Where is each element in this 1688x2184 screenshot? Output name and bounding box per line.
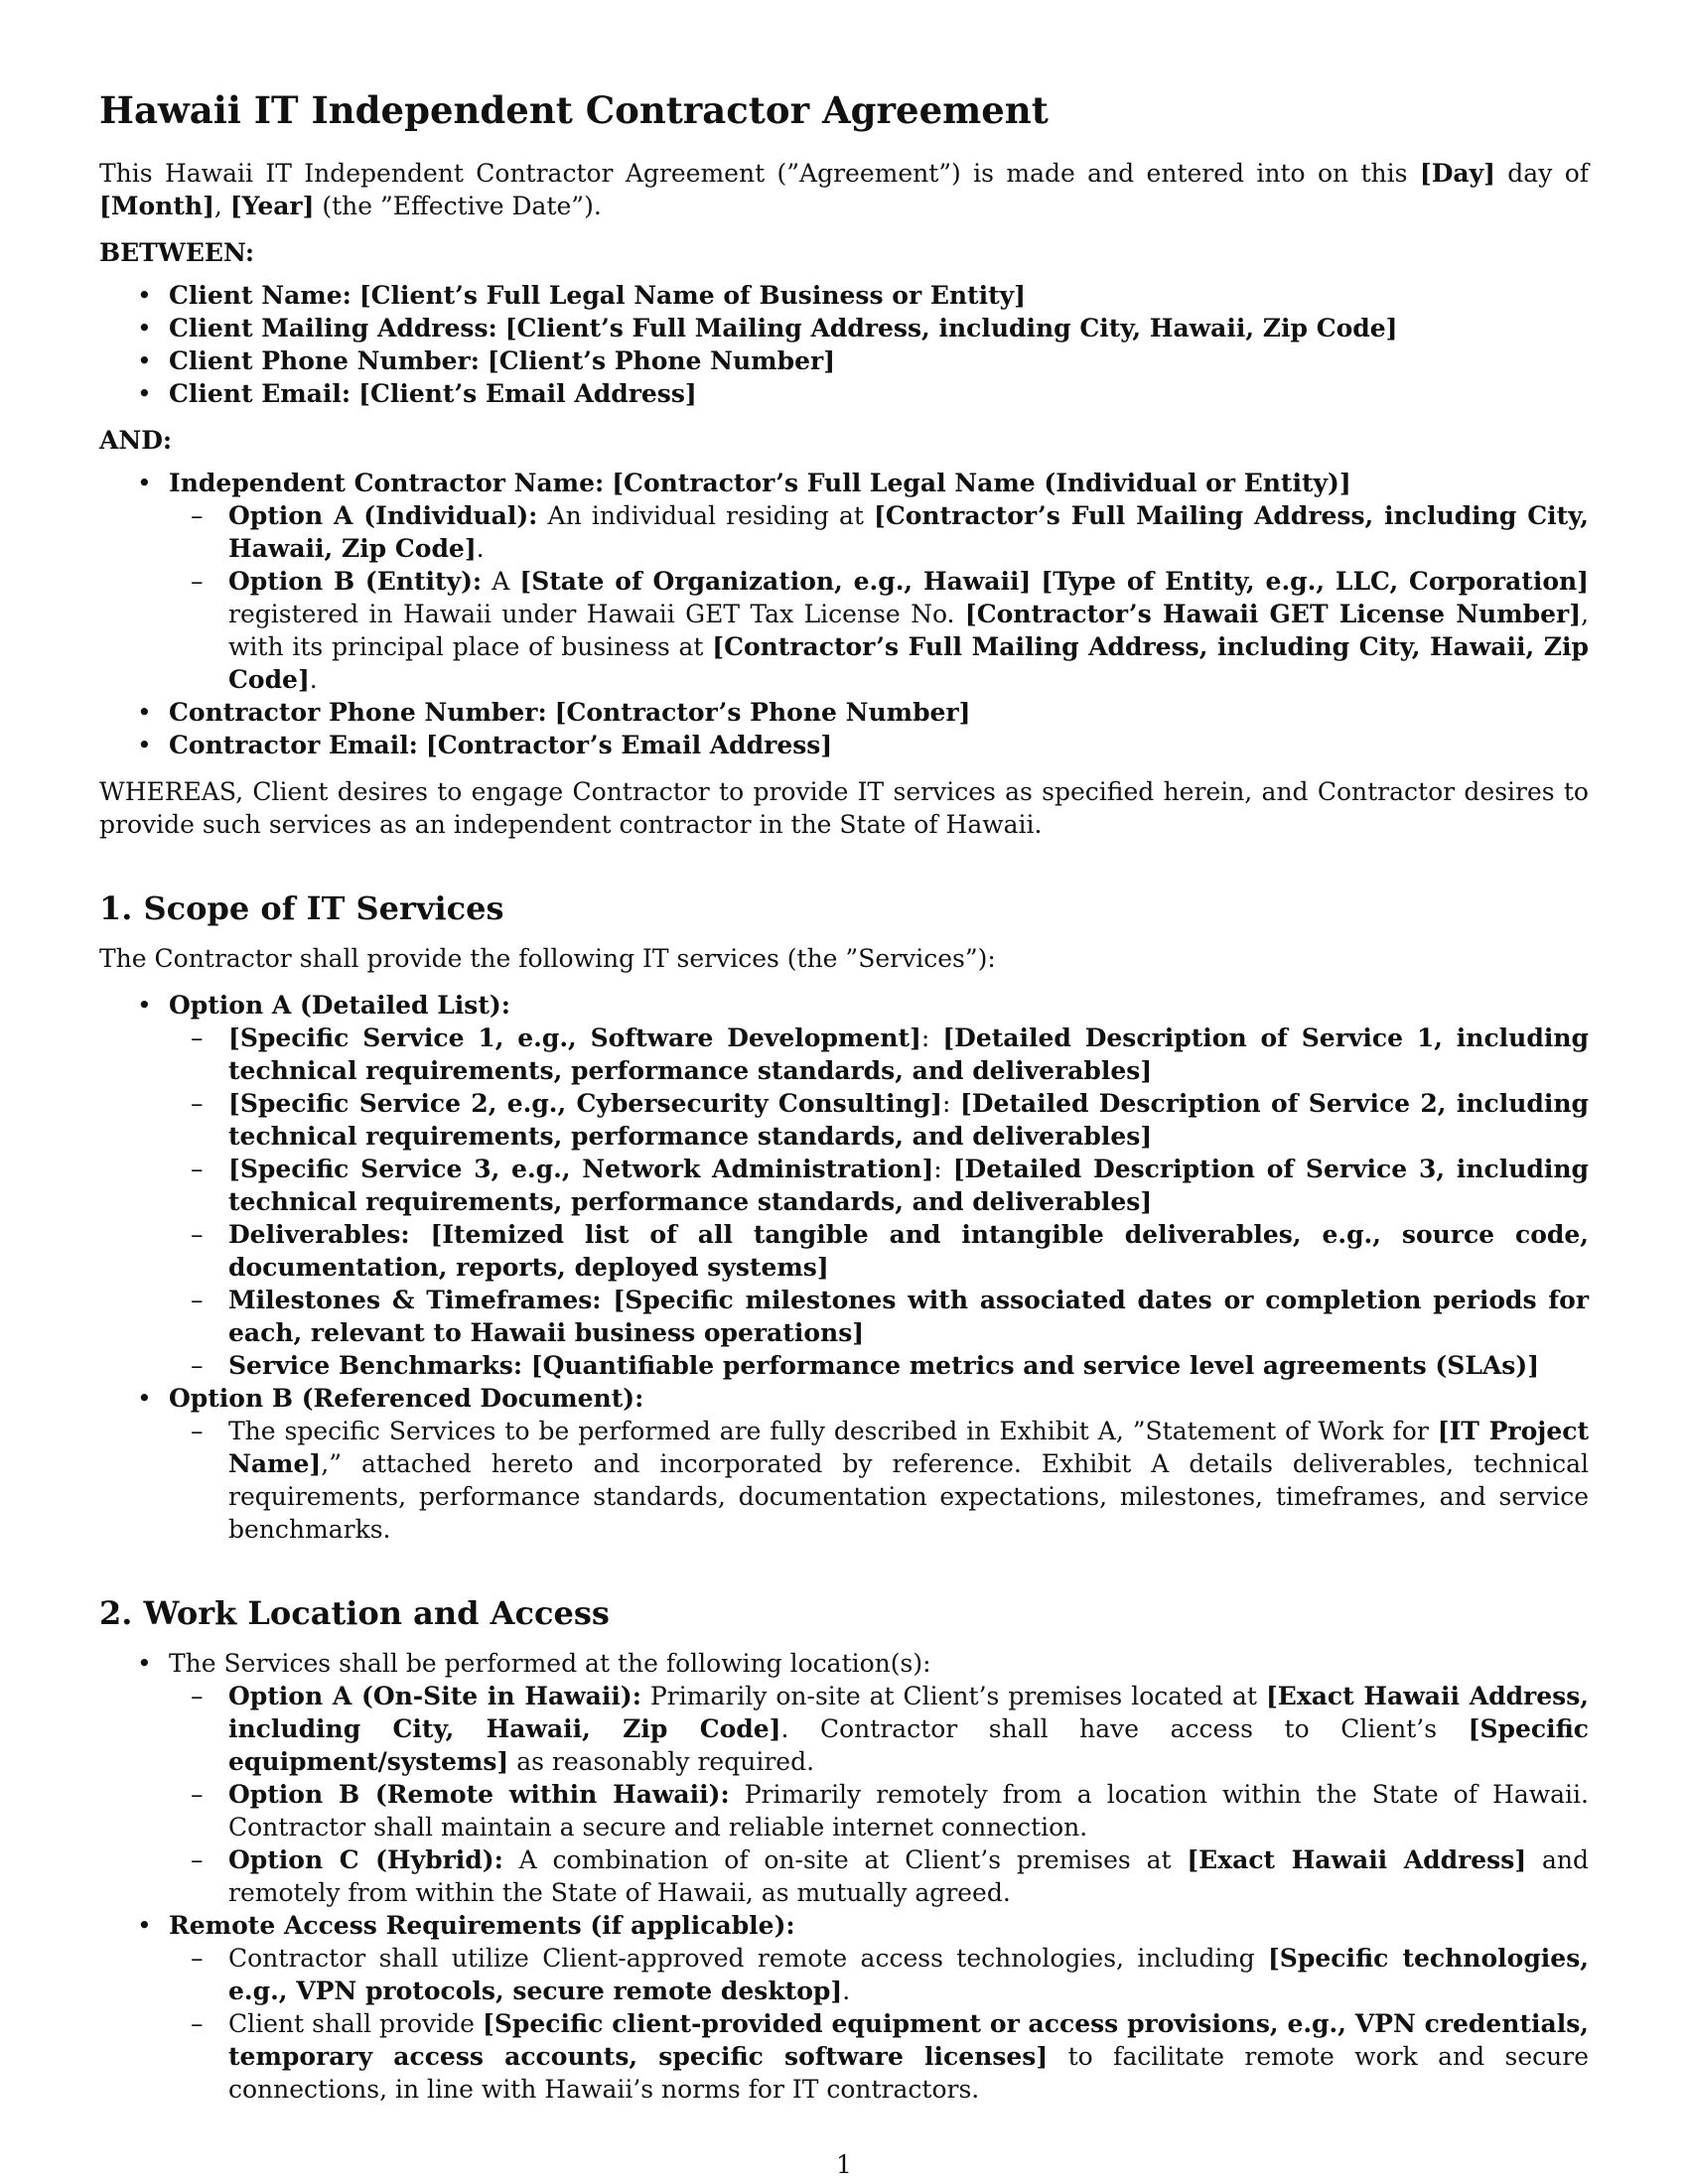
- service-item-2: – [Specific Service 2, e.g., Cybersecurity Consulting]: [Detailed Description of Service 2, including technical requirements, performance standards, and deliverables]: [191, 1089, 1589, 1151]
- intro-paragraph: This Hawaii IT Independent Contractor Agreement (”Agreement”) is made and entered into on this [Day] day of [Month], [Year] (the ”Effective Date”).: [99, 159, 1590, 220]
- dash-icon: –: [191, 1155, 204, 1183]
- dash-icon: –: [191, 1286, 204, 1314]
- day-placeholder: [Day]: [1419, 159, 1495, 188]
- bullet-icon: •: [137, 1911, 152, 1940]
- contractor-option-a: – Option A (Individual): An individual residing at [Contractor’s Full Mailing Address, including City, Hawaii, Zip Code].: [191, 501, 1589, 563]
- document-title: Hawaii IT Independent Contractor Agreement: [99, 88, 1049, 132]
- scope-option-a: • Option A (Detailed List): – [Specific Service 1, e.g., Software Development]: [Detailed Description of Service 1, including technical requirements, performance standards, and deliverables] – [Specific Service 2, e.g., Cybersecurity Consulting]: [Detailed Description of Service 2, including technical requirements, performance standards, and deliverables] – [Specific Service 3, e.g., Network Administration]: [Detailed Description of Service 3, including technical requirements, performance standards, and deliverables] – Deliverables: [Itemized list of all tangible and intangible deliverables, e.g., source code, documentation, reports, deployed systems] – Milestones & Timeframes: [Specific milestones with associated dates or completion periods for each, relevant to Hawaii business operations] – Service Benchmarks: [Quantifiable performance metrics and service level agreements (SLAs)]: [137, 991, 1590, 1380]
- dash-icon: –: [191, 1944, 204, 1973]
- remote-access-list: [169, 1942, 1589, 2106]
- contractor-info-list: [99, 467, 1589, 761]
- remote-access-item: • Remote Access Requirements (if applicable): – Contractor shall utilize Client-approved remote access technologies, including [Specific technologies, e.g., VPN protocols, secure remote desktop]. – Client shall provide [Specific client-provided equipment or access provisions, e.g., VPN credentials, temporary access accounts, specific software licenses] to facilitate remote work and secure connections, in line with Hawaii’s norms for IT contractors.: [137, 1911, 1589, 2104]
- scope-option-a-list: [169, 1022, 1589, 1382]
- bullet-icon: •: [137, 314, 152, 342]
- contractor-options-list: [169, 499, 1589, 696]
- contractor-name-item: • Independent Contractor Name: [Contractor’s Full Legal Name (Individual or Entity)] – Option A (Individual): An individual residing at [Contractor’s Full Mailing Address, including City, Hawaii, Zip Code]. – Option B (Entity): A [State of Organization, e.g., Hawaii] [Type of Entity, e.g., LLC, Corporation] registered in Hawaii under Hawaii GET Tax License No. [Contractor’s Hawaii GET License Number], with its principal place of business at [Contractor’s Full Mailing Address, including City, Hawaii, Zip Code].: [137, 469, 1590, 694]
- bullet-icon: •: [137, 346, 152, 375]
- client-name-item: • Client Name: [Client’s Full Legal Name of Business or Entity]: [137, 281, 1026, 310]
- year-placeholder: [Year]: [229, 192, 315, 220]
- location-item: • The Services shall be performed at the following location(s): – Option A (On-Site in Hawaii): Primarily on-site at Client’s premises located at [Exact Hawaii Address, including City, Hawaii, Zip Code]. Contractor shall have access to Client’s [Specific equipment/systems] as reasonably required. – Option B (Remote within Hawaii): Primarily remotely from a location within the State of Hawaii. Contractor shall maintain a secure and reliable internet connection. – Option C (Hybrid): A combination of on-site at Client’s premises at [Exact Hawaii Address] and remotely from within the State of Hawaii, as mutually agreed.: [137, 1649, 1589, 1907]
- client-email-item: • Client Email: [Client’s Email Address]: [137, 379, 697, 408]
- bullet-icon: •: [137, 1384, 152, 1413]
- and-label: AND:: [99, 426, 173, 455]
- bullet-icon: •: [137, 731, 152, 759]
- section-1-intro: The Contractor shall provide the following IT services (the ”Services”):: [99, 944, 996, 973]
- bullet-icon: •: [137, 281, 152, 310]
- deliverables-item: – Deliverables: [Itemized list of all tangible and intangible deliverables, e.g., source code, documentation, reports, deployed systems]: [191, 1220, 1589, 1282]
- location-options-list: [169, 1680, 1589, 1909]
- scope-option-b-list: [169, 1415, 1589, 1546]
- contractor-phone-item: • Contractor Phone Number: [Contractor’s Phone Number]: [137, 698, 971, 727]
- whereas-paragraph: WHEREAS, Client desires to engage Contractor to provide IT services as specified herein, and Contractor desires to provide such services as an independent contractor in the State of Hawaii.: [99, 777, 1589, 839]
- section-1-options-list: [99, 989, 1589, 1546]
- dash-icon: –: [191, 1417, 204, 1445]
- dash-icon: –: [191, 1089, 204, 1118]
- dash-icon: –: [191, 2009, 204, 2038]
- client-provisions: – Client shall provide [Specific client-provided equipment or access provisions, e.g., VPN credentials, temporary access accounts, specific software licenses] to facilitate remote work and secure connections, in line with Hawaii’s norms for IT contractors.: [191, 2009, 1589, 2104]
- bullet-icon: •: [137, 1649, 152, 1678]
- scope-option-b: • Option B (Referenced Document): – The specific Services to be performed are fully described in Exhibit A, ”Statement of Work for [IT Project Name],” attached hereto and incorporated by reference. Exhibit A details deliverables, technical requirements, performance standards, documentation expectations, milestones, timeframes, and service benchmarks.: [137, 1384, 1589, 1544]
- location-option-b: – Option B (Remote within Hawaii): Primarily remotely from a location within the State of Hawaii. Contractor shall maintain a secure and reliable internet connection.: [191, 1780, 1589, 1842]
- location-option-c: – Option C (Hybrid): A combination of on-site at Client’s premises at [Exact Hawaii Address] and remotely from within the State of Hawaii, as mutually agreed.: [191, 1845, 1589, 1907]
- bullet-icon: •: [137, 991, 152, 1020]
- document-page: [99, 87, 1589, 2119]
- dash-icon: –: [191, 567, 204, 596]
- referenced-document-item: – The specific Services to be performed are fully described in Exhibit A, ”Statement of Work for [IT Project Name],” attached hereto and incorporated by reference. Exhibit A details deliverables, technical requirements, performance standards, documentation expectations, milestones, timeframes, and service benchmarks.: [191, 1417, 1589, 1544]
- bullet-icon: •: [137, 379, 152, 408]
- benchmarks-item: – Service Benchmarks: [Quantifiable performance metrics and service level agreements (SLAs)]: [191, 1351, 1540, 1380]
- contractor-email-item: • Contractor Email: [Contractor’s Email Address]: [137, 731, 833, 759]
- client-info-list: [99, 279, 1589, 410]
- between-label: BETWEEN:: [99, 238, 255, 267]
- dash-icon: –: [191, 1024, 204, 1052]
- client-address-item: • Client Mailing Address: [Client’s Full Mailing Address, including City, Hawaii, Zip Code]: [137, 314, 1398, 342]
- bullet-icon: •: [137, 698, 152, 727]
- service-item-3: – [Specific Service 3, e.g., Network Administration]: [Detailed Description of Service 3, including technical requirements, performance standards, and deliverables]: [191, 1155, 1590, 1216]
- bullet-icon: •: [137, 469, 152, 497]
- contractor-option-b: – Option B (Entity): A [State of Organization, e.g., Hawaii] [Type of Entity, e.g., LLC, Corporation] registered in Hawaii under Hawaii GET Tax License No. [Contractor’s Hawaii GET License Number], with its principal place of business at [Contractor’s Full Mailing Address, including City, Hawaii, Zip Code].: [191, 567, 1590, 694]
- service-item-1: – [Specific Service 1, e.g., Software Development]: [Detailed Description of Service 1, including technical requirements, performance standards, and deliverables]: [191, 1024, 1589, 1085]
- client-phone-item: • Client Phone Number: [Client’s Phone Number]: [137, 346, 836, 375]
- milestones-item: – Milestones & Timeframes: [Specific milestones with associated dates or completion periods for each, relevant to Hawaii business operations]: [191, 1286, 1589, 1347]
- dash-icon: –: [191, 1682, 204, 1710]
- dash-icon: –: [191, 501, 204, 530]
- location-option-a: – Option A (On-Site in Hawaii): Primarily on-site at Client’s premises located at [Exact Hawaii Address, including City, Hawaii, Zip Code]. Contractor shall have access to Client’s [Specific equipment/systems] as reasonably required.: [191, 1682, 1589, 1776]
- section-2-list: [99, 1647, 1589, 2106]
- dash-icon: –: [191, 1845, 204, 1874]
- month-placeholder: [Month]: [99, 192, 214, 220]
- dash-icon: –: [191, 1220, 204, 1249]
- section-2-heading: 2. Work Location and Access: [99, 1594, 610, 1632]
- dash-icon: –: [191, 1780, 204, 1809]
- page-number: 1: [836, 2150, 852, 2179]
- remote-access-technologies: – Contractor shall utilize Client-approved remote access technologies, including [Specific technologies, e.g., VPN protocols, secure remote desktop].: [191, 1944, 1589, 2005]
- dash-icon: –: [191, 1351, 204, 1380]
- section-1-heading: 1. Scope of IT Services: [99, 889, 504, 927]
